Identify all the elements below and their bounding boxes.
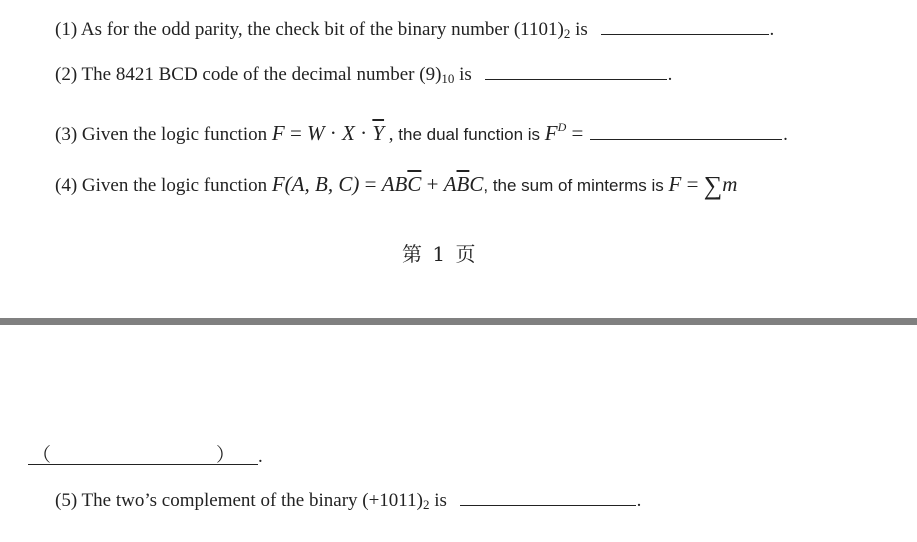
dot-operator: · [354,121,373,145]
page-number: 第 1 页 [402,242,478,266]
answer-blank-5[interactable] [460,487,636,506]
answer-blank-4[interactable] [28,440,258,465]
term-2-b-complement: $\overline{B}$ [456,172,470,196]
question-2-text: (2) The 8421 BCD code of the decimal number (9) [55,64,442,85]
question-4 [55,172,737,198]
term-1-ab: AB [381,172,408,196]
equals-sign: = [359,172,382,196]
answer-blank-1[interactable] [601,16,769,35]
term-1-c-complement: $\overline{C}$ [407,172,422,196]
period: . [667,64,673,85]
minterm-m: m [722,172,738,196]
question-5-tail: is [429,490,447,511]
question-1-base: 2 [563,26,571,41]
comma: , [384,124,399,145]
question-2-base: 10 [441,71,455,86]
question-5-base: 2 [422,497,430,512]
question-2 [55,61,672,91]
equals-sign: = [284,121,308,145]
question-1-tail: is [570,19,588,40]
term-2-a: A [443,172,457,196]
answer-blank-2[interactable] [485,61,667,80]
page-divider [0,318,917,325]
question-3-text: (3) Given the logic function [55,124,272,145]
question-5 [55,487,641,517]
function-fd: F [544,121,558,145]
question-3 [55,115,788,147]
dot-operator: · [324,121,343,145]
equals-sign: = [681,172,704,196]
question-5-text: (5) The two’s complement of the binary (+1011) [55,490,423,511]
function-f: F [668,172,682,196]
function-f: F [271,121,285,145]
question-1-text: (1) As for the odd parity, the check bit of the binary number (1101) [55,19,564,40]
close-paren: ） [216,445,236,466]
period: . [258,446,263,467]
period: . [769,19,775,40]
dual-superscript: D [557,120,567,134]
question-1 [55,16,774,46]
period: . [636,490,642,511]
answer-blank-3[interactable] [590,121,782,140]
question-4-text: (4) Given the logic function [55,175,272,196]
open-paren: （ [32,445,52,466]
term-2-c: C [469,172,484,196]
var-w: W [307,121,325,145]
equals-sign: = [566,121,584,145]
var-x: X [342,121,355,145]
plus-sign: + [421,172,444,196]
function-signature: F(A, B, C) [271,172,360,196]
dual-function-text: the dual function is [398,125,545,144]
period: . [783,124,788,145]
var-y-complement: $\overline{Y}$ [372,121,385,145]
question-2-tail: is [454,64,472,85]
minterms-text: , the sum of minterms is [483,176,669,195]
sigma-symbol: ∑ [703,171,723,200]
